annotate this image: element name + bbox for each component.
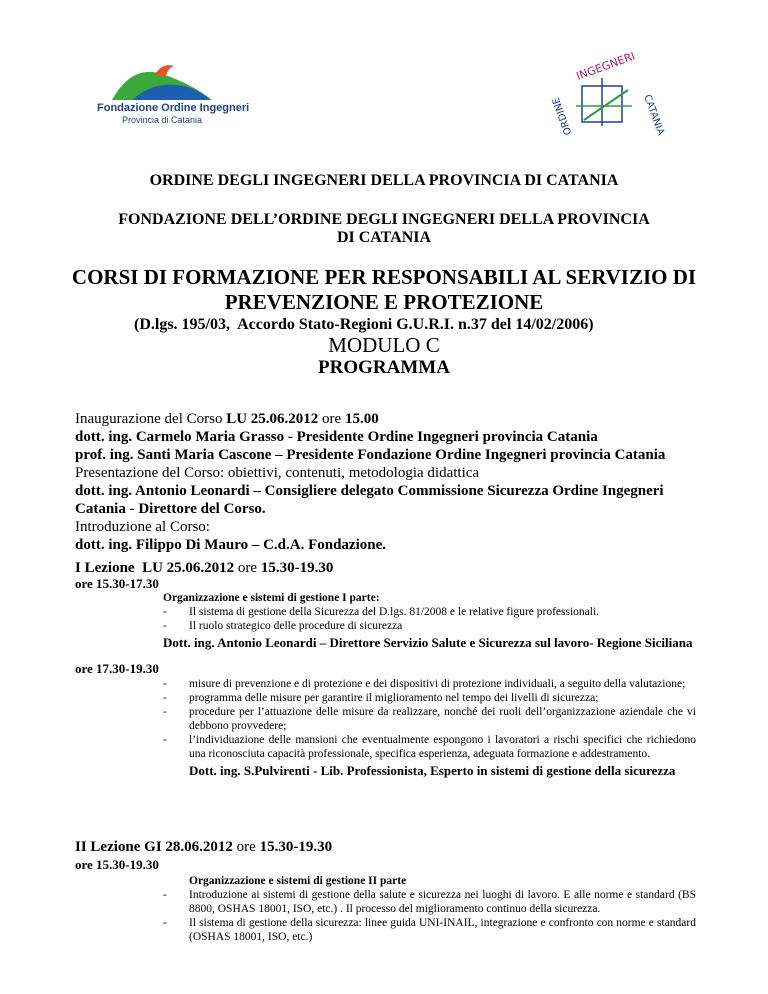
lesson1-time-slot-2: ore 17.30-19.30 [75,661,159,676]
header-fondazione-2: DI CATANIA [336,229,432,246]
list-dash: - [163,620,167,632]
list-item-text: Il sistema di gestione della sicurezza: linee guida UNI-INAIL, integrazione e confronto con norme e standard (OSHAS 18001, ISO, etc.) [189,917,696,943]
inauguration-ore: ore [318,411,345,427]
list-item [163,916,696,944]
svg-text:INGEGNERI: INGEGNERI [574,49,637,83]
lesson1-speaker-2: Dott. ing. S.Pulvirenti - Lib. Professionista, Esperto in sistemi di gestione della sicurezza [189,763,676,778]
lesson2-topic: Organizzazione e sistemi di gestione II parte [189,875,407,887]
lesson1-part1 [163,591,696,650]
course-title-2: PREVENZIONE E PROTEZIONE [224,290,544,314]
inauguration-time: 15.00 [344,411,379,427]
lesson1-ore: ore [234,560,261,576]
list-dash: - [163,678,167,690]
list-dash: - [163,917,167,929]
inauguration-date: LU 25.06.2012 [226,411,319,427]
lesson1-date: I Lezione LU 25.06.2012 [75,560,235,576]
fondazione-logo [92,56,250,126]
header-fondazione-1: FONDAZIONE DELL’ORDINE DEGLI INGEGNERI DELLA PROVINCIA [118,211,650,228]
list-item-text: Introduzione ai sistemi di gestione della salute e sicurezza nei luoghi di lavoro. E alle norme e standard (BS 8800, OSHAS 18001, ISO, etc.) . Il processo del miglioramento continuo della sicurezza. [189,889,696,915]
lesson1-topic: Organizzazione e sistemi di gestione I parte: [163,592,380,604]
list-dash: - [163,606,167,618]
list-dash: - [163,734,167,746]
list-item [163,888,696,916]
ordine-seal [548,49,667,156]
speaker-grasso: dott. ing. Carmelo Maria Grasso - Presidente Ordine Ingegneri provincia Catania [75,429,598,445]
list-item [163,605,696,619]
list-item-text: misure di prevenzione e di protezione e dei dispositivi di protezione individuali, a seguito della valutazione; [189,678,686,690]
course-title-1: CORSI DI FORMAZIONE PER RESPONSABILI AL SERVIZIO DI [71,265,697,289]
lesson1-part2 [163,677,696,778]
lesson2-ore: ore [232,839,260,855]
lesson1-time-slot-1: ore 15.30-17.30 [75,576,159,591]
speaker-cascone: prof. ing. Santi Maria Cascone – Presidente Fondazione Ordine Ingegneri provincia Catania [75,447,666,463]
speaker-leonardi-1: dott. ing. Antonio Leonardi – Consigliere delegato Commissione Sicurezza Ordine Ingegneri [75,483,664,499]
svg-text:ORDINE: ORDINE [550,95,575,137]
list-item-text: l’individuazione delle mansioni che eventualmente espongono i lavoratori a rischi specifici che richiedono una riconosciuta capacità professionale, specifica esperienza, adeguata formazione e addestramento. [189,734,696,760]
lesson1-time: 15.30-19.30 [260,560,334,576]
ordine-seal-mark [548,49,667,156]
list-item [163,691,696,705]
list-item [163,677,696,691]
lesson2-part1 [163,874,696,944]
lesson1-speaker-1: Dott. ing. Antonio Leonardi – Direttore Servizio Salute e Sicurezza sul lavoro- Regione Siciliana [163,635,693,650]
svg-text:CATANIA: CATANIA [641,93,667,137]
list-item [163,733,696,761]
course-introduction: Introduzione al Corso: [75,519,210,535]
list-dash: - [163,889,167,901]
fondazione-logo-name: Fondazione Ordine Ingegneri [97,102,250,114]
course-presentation: Presentazione del Corso: obiettivi, contenuti, metodologia didattica [75,465,480,481]
inauguration-label: Inaugurazione del Corso [75,411,227,427]
speaker-leonardi-2: Catania - Direttore del Corso. [75,501,266,517]
list-item-text: Il sistema di gestione della Sicurezza del D.lgs. 81/2008 e le relative figure professionali. [189,606,600,618]
list-item-text: programma delle misure per garantire il miglioramento nel tempo dei livelli di sicurezza; [189,692,599,704]
lesson2-time: 15.30-19.30 [259,839,333,855]
list-item [163,619,696,633]
inauguration-line [75,410,695,428]
modulo-label: MODULO C [328,333,440,357]
list-dash: - [163,692,167,704]
header-ordine: ORDINE DEGLI INGEGNERI DELLA PROVINCIA DI CATANIA [149,172,619,189]
inauguration-block [75,410,695,554]
fondazione-logo-mark [92,56,232,102]
list-dash: - [163,706,167,718]
lesson2-date: II Lezione GI 28.06.2012 [75,839,233,855]
list-item-text: Il ruolo strategico delle procedure di sicurezza [189,620,403,632]
programma-label: PROGRAMMA [318,357,450,378]
lesson2-time-slot-1: ore 15.30-19.30 [75,857,159,872]
list-item-text: procedure per l’attuazione delle misure da realizzare, nonché dei ruoli dell’organizzazione aziendale che vi debbono provvedere; [189,706,696,732]
fondazione-logo-province: Provincia di Catania [122,115,203,125]
list-item [163,705,696,733]
speaker-dimauro: dott. ing. Filippo Di Mauro – C.d.A. Fondazione. [75,537,387,553]
course-subtitle: (D.lgs. 195/03, Accordo Stato-Regioni G.U.R.I. n.37 del 14/02/2006) [134,316,594,333]
lesson1-title [75,559,333,577]
lesson2-title [75,838,332,856]
